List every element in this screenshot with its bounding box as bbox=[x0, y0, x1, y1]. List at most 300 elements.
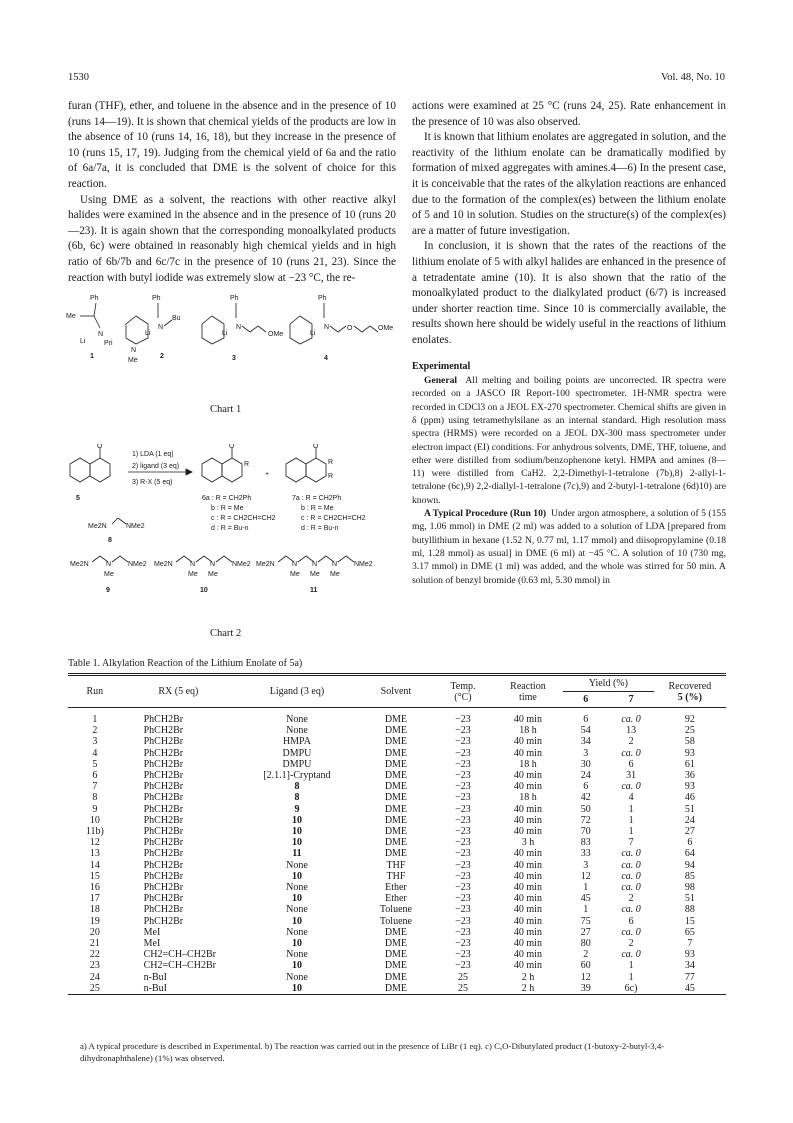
th-recovered-label-2: 5 (%) bbox=[677, 691, 702, 703]
table-cell: 18 h bbox=[519, 758, 537, 770]
table-cell: 83 bbox=[580, 837, 591, 849]
table-cell: None bbox=[286, 926, 308, 938]
c1-pri: Pri bbox=[104, 340, 113, 347]
a10-nme2: NMe2 bbox=[232, 561, 251, 568]
plus-sign: + bbox=[265, 471, 270, 478]
table-cell: 2 bbox=[92, 725, 98, 737]
c1-me: Me bbox=[66, 313, 76, 320]
left-paragraph-2: Using DME as a solvent, the reactions with other reactive alkyl halides were examined in the absence and in the presence of 10 (runs 20—23). It is again shown that the corresponding monoalkylated products (6b, 6c) were obtained in reasonably high chemical yields and in high ratio of 6b/7b and 6c/7c in the presence of 10 (runs 21, 23). Since the reaction with butyl iodide was extremely slow at −23 °C, the re- bbox=[68, 193, 396, 284]
table-cell: 24 bbox=[89, 971, 100, 983]
table-row bbox=[68, 960, 726, 971]
table-cell: −23 bbox=[455, 837, 471, 849]
table-row bbox=[68, 882, 726, 893]
table-cell: −23 bbox=[455, 938, 471, 950]
c1-ph: Ph bbox=[90, 295, 99, 302]
table-cell: 6 bbox=[92, 770, 98, 782]
table-cell: 19 bbox=[89, 915, 100, 927]
list6-d: d : R = Bu-n bbox=[211, 525, 249, 532]
table-cell: PhCH2Br bbox=[143, 814, 184, 826]
table-footnote: a) A typical procedure is described in Experimental. b) The reaction was carried out in the presence of LiBr (1 eq). c) C,O-Dibutylated product (1-butoxy-2-butyl-3,4-dihydronaphthalene) (1%) was observed. bbox=[80, 1041, 665, 1063]
a11-me1: Me bbox=[290, 571, 300, 578]
table-cell: 10 bbox=[89, 814, 100, 826]
table-row bbox=[68, 792, 726, 803]
c1-label: 1 bbox=[90, 353, 94, 360]
table-cell: DME bbox=[384, 714, 408, 725]
c2-bu: Bu bbox=[172, 315, 181, 322]
table-cell: ca. 0 bbox=[621, 781, 641, 793]
table-cell: 23 bbox=[89, 960, 100, 972]
table-caption: Table 1. Alkylation Reaction of the Lithium Enolate of 5a) bbox=[68, 658, 303, 669]
table-cell: −23 bbox=[455, 770, 471, 782]
table-cell: PhCH2Br bbox=[143, 826, 184, 838]
table-cell: PhCH2Br bbox=[143, 870, 184, 882]
table-cell: 10 bbox=[291, 960, 302, 972]
table-cell: 93 bbox=[684, 747, 695, 759]
table-cell: 10 bbox=[235, 983, 359, 995]
table-cell: 93 bbox=[684, 781, 695, 793]
c2-label: 2 bbox=[160, 353, 164, 360]
table-cell: DME bbox=[384, 949, 408, 961]
table-cell: ca. 0 bbox=[621, 870, 641, 882]
table-row bbox=[68, 871, 726, 882]
table-cell: 85 bbox=[684, 870, 695, 882]
page-number: 1530 bbox=[68, 72, 89, 83]
a10-label: 10 bbox=[200, 587, 208, 594]
table-cell: PhCH2Br bbox=[143, 859, 184, 871]
table-cell: 58 bbox=[684, 736, 695, 748]
table-cell: 40 min bbox=[513, 882, 542, 894]
table-cell: 2 bbox=[583, 949, 589, 961]
a8-label: 8 bbox=[108, 537, 112, 544]
c1-li: Li bbox=[80, 338, 86, 345]
list6-c: c : R = CH2CH=CH2 bbox=[211, 515, 276, 522]
a10-n2: N bbox=[210, 561, 216, 568]
table-cell: 98 bbox=[684, 882, 695, 894]
table-cell: −23 bbox=[455, 814, 471, 826]
table-cell: CH2=CH–CH2Br bbox=[143, 949, 216, 961]
table-cell: 15 bbox=[684, 915, 695, 927]
table-cell: 45 bbox=[580, 893, 591, 905]
table-cell: 18 h bbox=[519, 725, 537, 737]
table-cell: 10 bbox=[291, 870, 302, 882]
table-cell: 65 bbox=[684, 926, 695, 938]
table-cell: 54 bbox=[580, 725, 591, 737]
a9-label: 9 bbox=[106, 587, 110, 594]
table-cell: None bbox=[286, 904, 308, 916]
a9-nme2: NMe2 bbox=[128, 561, 147, 568]
table-cell: 88 bbox=[684, 904, 695, 916]
c7-r2: R bbox=[328, 473, 334, 480]
table-cell: 1 bbox=[628, 960, 634, 972]
th-y6: 6 bbox=[583, 694, 589, 705]
table-cell: −23 bbox=[455, 893, 471, 905]
table-cell: DME bbox=[384, 971, 408, 983]
table-cell: ca. 0 bbox=[621, 848, 641, 860]
table-cell: 10 bbox=[291, 915, 302, 927]
c7-r1: R bbox=[328, 459, 334, 466]
table-cell: 12 bbox=[580, 971, 591, 983]
table-cell: 40 min bbox=[513, 747, 542, 759]
alkylation-table bbox=[68, 673, 726, 995]
table-cell: −23 bbox=[455, 904, 471, 916]
table-cell: 40 min bbox=[513, 870, 542, 882]
table-cell: 40 min bbox=[513, 893, 542, 905]
table-cell: 2 bbox=[628, 938, 634, 950]
c3-li: Li bbox=[222, 330, 228, 337]
table-cell: 17 bbox=[89, 893, 100, 905]
table-cell: PhCH2Br bbox=[143, 803, 184, 815]
table-cell: 2 h bbox=[521, 971, 535, 983]
a9-me: Me bbox=[104, 571, 114, 578]
table-cell: PhCH2Br bbox=[143, 781, 184, 793]
table-cell: PhCH2Br bbox=[143, 893, 184, 905]
right-paragraph-1: actions were examined at 25 °C (runs 24, 25). Rate enhancement in the presence of 10 was also observed. bbox=[412, 100, 726, 128]
table-cell: 8 bbox=[294, 781, 300, 793]
table-cell: 40 min bbox=[513, 859, 542, 871]
table-cell: HMPA bbox=[282, 736, 311, 748]
step-3: 3) R-X (5 eq) bbox=[132, 479, 173, 486]
table-cell: DME bbox=[384, 758, 408, 770]
table-cell: 40 min bbox=[513, 781, 542, 793]
c1-n: N bbox=[98, 331, 104, 338]
table-cell: 9 bbox=[294, 803, 300, 815]
table-cell: 7 bbox=[687, 938, 693, 950]
table-cell: 4 bbox=[628, 792, 634, 804]
list7-c: c : R = CH2CH=CH2 bbox=[301, 515, 366, 522]
left-paragraph-1: furan (THF), ether, and toluene in the absence and in the presence of 10 (runs 14—19). It is shown that chemical yields of the products are low in the absence of 10 (runs 14, 16, 18), but they increase in the presence of 10 (runs 15, 17, 19). Judging from the chemical yield of 6a and the ratio of 6a/7a, it is concluded that DME is the solvent of choice for this reaction. bbox=[68, 100, 396, 190]
table-cell: PhCH2Br bbox=[143, 747, 184, 759]
table-cell: 27 bbox=[580, 926, 591, 938]
table-cell: ca. 0 bbox=[621, 747, 641, 759]
table-cell: −23 bbox=[455, 915, 471, 927]
th-time bbox=[493, 675, 563, 708]
chart-1 bbox=[60, 286, 400, 436]
table-cell: −23 bbox=[455, 848, 471, 860]
table-cell: 18 bbox=[89, 904, 100, 916]
table-cell: DME bbox=[359, 983, 433, 995]
table-cell: ca. 0 bbox=[621, 882, 641, 894]
typical-procedure-paragraph bbox=[412, 507, 726, 587]
table-cell: DME bbox=[384, 814, 408, 826]
c3-ph: Ph bbox=[230, 295, 239, 302]
table-cell: 51 bbox=[684, 803, 695, 815]
a11-me2n: Me2N bbox=[256, 561, 275, 568]
table-cell: 46 bbox=[684, 792, 695, 804]
table-row bbox=[68, 949, 726, 960]
list7-a: 7a : R = CH2Ph bbox=[292, 495, 342, 502]
table-cell: 9 bbox=[92, 803, 98, 815]
table-cell: −23 bbox=[455, 781, 471, 793]
table-cell: 10 bbox=[291, 814, 302, 826]
table-cell: 1 bbox=[628, 826, 634, 838]
right-paragraph-3: In conclusion, it is shown that the rates of the reactions of the lithium enolate of 5 with alkyl halides are enhanced in the presence of a tetradentate amine (10). It is also shown that the ratio of the monoalkylated product to the dialkylated product (6/7) is increased under shorter reaction time. Since 10 is commercially available, the results shown here should be widely useful in the reactions of lithium enolates. bbox=[412, 240, 726, 346]
table-cell: 1 bbox=[628, 814, 634, 826]
c2-li: Li bbox=[145, 330, 151, 337]
table-cell: MeI bbox=[143, 926, 161, 938]
table-cell: DME bbox=[384, 781, 408, 793]
table-cell: 70 bbox=[580, 826, 591, 838]
chart-1-structures bbox=[60, 286, 400, 436]
table-cell: 40 min bbox=[513, 814, 542, 826]
table-cell: 40 min bbox=[513, 938, 542, 950]
table-row bbox=[68, 927, 726, 938]
table-cell: 60 bbox=[580, 960, 591, 972]
table-cell: DME bbox=[384, 803, 408, 815]
c4-ph: Ph bbox=[318, 295, 327, 302]
table-cell: DME bbox=[384, 926, 408, 938]
table-cell: −23 bbox=[455, 859, 471, 871]
table-cell: 92 bbox=[684, 714, 695, 725]
typical-label: A Typical Procedure (Run 10) bbox=[424, 508, 547, 520]
table-cell: 64 bbox=[684, 848, 695, 860]
table-cell: PhCH2Br bbox=[143, 792, 184, 804]
table-cell: 15 bbox=[89, 870, 100, 882]
table-row bbox=[68, 736, 726, 747]
list6-b: b : R = Me bbox=[211, 505, 244, 512]
table-cell: 25 bbox=[457, 971, 468, 983]
table-cell: −23 bbox=[455, 803, 471, 815]
c4-o: O bbox=[347, 325, 353, 332]
a10-me2: Me bbox=[208, 571, 218, 578]
table-cell: PhCH2Br bbox=[143, 758, 184, 770]
table-cell: −23 bbox=[455, 882, 471, 894]
table-cell: 75 bbox=[580, 915, 591, 927]
table-cell: DME bbox=[384, 725, 408, 737]
th-ligand: Ligand (3 eq) bbox=[235, 675, 359, 708]
table-cell: 40 min bbox=[513, 848, 542, 860]
table-row bbox=[68, 710, 726, 725]
chart-2-scheme bbox=[60, 444, 400, 642]
a9-n: N bbox=[106, 561, 112, 568]
c3-n: N bbox=[236, 324, 242, 331]
table-cell: 42 bbox=[580, 792, 591, 804]
c2-n: N bbox=[131, 347, 137, 354]
table-cell: 11 bbox=[292, 848, 302, 860]
table-cell: 77 bbox=[684, 971, 695, 983]
table-cell: 25 bbox=[68, 983, 122, 995]
table-cell: 21 bbox=[89, 938, 100, 950]
right-paragraph-2: It is known that lithium enolates are aggregated in solution, and the reactivity of the lithium enolate can be dramatically modified by formation of mixed aggregates with amines.4—6) In the present case, it is conceivable that the rates of the alkylation reactions are enhanced due to the formation of the complex(es) between the lithium enolate of 5 and 10 in solution. Studies on the structure(s) of the complex(es) are a matter of future investigation. bbox=[412, 131, 726, 237]
table-cell: 8 bbox=[294, 792, 300, 804]
a9-me2n: Me2N bbox=[70, 561, 89, 568]
table-row bbox=[68, 983, 726, 995]
right-column bbox=[412, 99, 726, 587]
table-cell: 50 bbox=[580, 803, 591, 815]
table-cell: 6 bbox=[583, 781, 589, 793]
table-cell: 30 bbox=[580, 758, 591, 770]
table-cell: n-BuI bbox=[122, 983, 235, 995]
table-cell: −23 bbox=[455, 870, 471, 882]
a8-left: Me2N bbox=[88, 523, 107, 530]
th-recovered-label: Recovered bbox=[668, 680, 712, 692]
chart-1-caption: Chart 1 bbox=[210, 404, 242, 415]
table-cell: −23 bbox=[455, 758, 471, 770]
table-cell: None bbox=[286, 882, 308, 894]
experimental-heading: Experimental bbox=[412, 360, 471, 372]
table-cell: 10 bbox=[291, 837, 302, 849]
list7-b: b : R = Me bbox=[301, 505, 334, 512]
step-1: 1) LDA (1 eq) bbox=[132, 451, 174, 458]
table-row bbox=[68, 815, 726, 826]
table-cell: 72 bbox=[580, 814, 591, 826]
general-paragraph bbox=[412, 374, 726, 507]
table-cell: 61 bbox=[684, 758, 695, 770]
table-cell: MeI bbox=[143, 938, 161, 950]
table-row bbox=[68, 893, 726, 904]
table-cell: DME bbox=[384, 747, 408, 759]
table-cell: 3 bbox=[92, 736, 98, 748]
c2-ph: Ph bbox=[152, 295, 161, 302]
a11-label: 11 bbox=[310, 587, 318, 594]
table-row bbox=[68, 916, 726, 927]
th-y7: 7 bbox=[628, 694, 634, 705]
table-cell: n-BuI bbox=[143, 971, 167, 983]
table-cell: 13 bbox=[626, 725, 637, 737]
table-cell: 93 bbox=[684, 949, 695, 961]
table-row bbox=[68, 848, 726, 859]
table-cell: 12 bbox=[580, 870, 591, 882]
table-cell: 10 bbox=[291, 893, 302, 905]
table-cell: PhCH2Br bbox=[143, 882, 184, 894]
table-cell: 10 bbox=[291, 938, 302, 950]
a8-right: NMe2 bbox=[126, 523, 145, 530]
c4-li: Li bbox=[310, 330, 316, 337]
table-cell: Ether bbox=[385, 893, 407, 905]
table-cell: PhCH2Br bbox=[143, 837, 184, 849]
table-cell: Toluene bbox=[379, 915, 412, 927]
a11-n1: N bbox=[292, 561, 298, 568]
table-cell: 22 bbox=[89, 949, 100, 961]
table-cell: Ether bbox=[385, 882, 407, 894]
left-column bbox=[68, 99, 396, 286]
c6-r: R bbox=[244, 461, 250, 468]
table-cell: 7 bbox=[92, 781, 98, 793]
table-cell: DME bbox=[384, 770, 408, 782]
table-row bbox=[68, 837, 726, 848]
table-cell: None bbox=[286, 949, 308, 961]
table-row bbox=[68, 759, 726, 770]
table-row bbox=[68, 804, 726, 815]
table-cell: ca. 0 bbox=[621, 926, 641, 938]
table-cell: 13 bbox=[89, 848, 100, 860]
table-cell: CH2=CH–CH2Br bbox=[143, 960, 216, 972]
c4-n: N bbox=[324, 324, 330, 331]
a10-me2n: Me2N bbox=[154, 561, 173, 568]
list7-d: d : R = Bu-n bbox=[301, 525, 339, 532]
table-cell: 94 bbox=[684, 859, 695, 871]
th-temp-unit: (°C) bbox=[454, 691, 472, 703]
table-cell: 3 bbox=[583, 747, 589, 759]
table-cell: 6c) bbox=[608, 983, 653, 995]
table-cell: 20 bbox=[89, 926, 100, 938]
table-cell: −23 bbox=[455, 826, 471, 838]
table-row bbox=[68, 860, 726, 871]
table-cell: DME bbox=[384, 792, 408, 804]
table-cell: −23 bbox=[455, 949, 471, 961]
table-cell: 3 bbox=[583, 859, 589, 871]
table-cell: 40 min bbox=[513, 770, 542, 782]
table-cell: −23 bbox=[455, 792, 471, 804]
table-cell: DME bbox=[384, 960, 408, 972]
table-cell: DMPU bbox=[282, 758, 312, 770]
table-cell: 40 min bbox=[513, 714, 542, 725]
table-cell: 14 bbox=[89, 859, 100, 871]
table-row bbox=[68, 770, 726, 781]
table-cell: 7 bbox=[628, 837, 634, 849]
table-cell: 25 bbox=[684, 725, 695, 737]
th-yield: Yield (%) bbox=[563, 675, 654, 692]
table-body bbox=[68, 710, 726, 995]
table-cell: ca. 0 bbox=[621, 949, 641, 961]
table-cell: 24 bbox=[580, 770, 591, 782]
table-cell: PhCH2Br bbox=[143, 770, 184, 782]
table-cell: PhCH2Br bbox=[143, 848, 184, 860]
table-cell: ca. 0 bbox=[621, 714, 641, 725]
table-cell: −23 bbox=[455, 736, 471, 748]
table-cell: −23 bbox=[455, 960, 471, 972]
table-row bbox=[68, 826, 726, 837]
table-cell: 6 bbox=[628, 758, 634, 770]
table-cell: 45 bbox=[654, 983, 726, 995]
table-cell: 6 bbox=[583, 714, 589, 725]
table-cell: 31 bbox=[626, 770, 637, 782]
c5-o: O bbox=[97, 444, 103, 450]
a11-n2: N bbox=[312, 561, 318, 568]
table-row bbox=[68, 748, 726, 759]
table-cell: 4 bbox=[92, 747, 98, 759]
c4-label: 4 bbox=[324, 355, 328, 362]
th-run: Run bbox=[68, 675, 122, 708]
c3-label: 3 bbox=[232, 355, 236, 362]
table-cell: None bbox=[286, 714, 308, 725]
table-cell: 24 bbox=[684, 814, 695, 826]
table-cell: THF bbox=[386, 859, 406, 871]
table-cell: 2 bbox=[628, 893, 634, 905]
a10-n1: N bbox=[190, 561, 196, 568]
step-2: 2) ligand (3 eq) bbox=[132, 463, 180, 470]
volume-label: Vol. 48, No. 10 bbox=[661, 72, 725, 83]
table-cell: DME bbox=[384, 736, 408, 748]
table-cell: ca. 0 bbox=[621, 859, 641, 871]
th-temp-label: Temp. bbox=[450, 680, 476, 692]
table-cell: DMPU bbox=[282, 747, 312, 759]
a10-me1: Me bbox=[188, 571, 198, 578]
general-label: General bbox=[424, 375, 458, 387]
table-cell: 1 bbox=[92, 714, 98, 725]
a11-me3: Me bbox=[330, 571, 340, 578]
c7-o: O bbox=[313, 444, 319, 450]
c6-o: O bbox=[229, 444, 235, 450]
th-rx: RX (5 eq) bbox=[122, 675, 235, 708]
c3-ome: OMe bbox=[268, 331, 284, 338]
table-cell: 8 bbox=[92, 792, 98, 804]
table-cell: 40 min bbox=[513, 960, 542, 972]
table-cell: 27 bbox=[684, 826, 695, 838]
table-cell: 34 bbox=[684, 960, 695, 972]
a11-n3: N bbox=[332, 561, 338, 568]
a11-nme2: NMe2 bbox=[354, 561, 373, 568]
table-cell: PhCH2Br bbox=[143, 725, 184, 737]
general-text: All melting and boiling points are uncorrected. IR spectra were recorded on a JASCO IR Report-100 spectrometer. 1H-NMR spectra were recorded in CDCl3 on a JEOL EX-270 spectrometer. Chemical shifts are given in δ (ppm) using tetramethylsilane as an internal standard. High resolution mass spectra (HRMS) were recorded on a JEOL DX-300 mass spectrometer under electron impact (EI) conditions. For anhydrous solvents, DME, THF, toluene, and ether were distilled from sodium/benzophenone ketyl. HMPA and amines (8—11) were distilled from CaH2. 2,2-Dimethyl-1-tetralone (7b),8) 2-allyl-1-tetralone (6c),9) 2,2-diallyl-1-tetralone (7c),9) and 2-butyl-1-tetralone (6d)10) are known. bbox=[412, 375, 726, 506]
th-recovered bbox=[654, 675, 726, 708]
th-solvent: Solvent bbox=[359, 675, 433, 708]
table-cell: 51 bbox=[684, 893, 695, 905]
table-cell: THF bbox=[386, 870, 406, 882]
table-cell: 40 min bbox=[513, 949, 542, 961]
table-cell: 11b) bbox=[85, 826, 104, 838]
table-cell: 40 min bbox=[513, 904, 542, 916]
c2-me: Me bbox=[128, 357, 138, 364]
